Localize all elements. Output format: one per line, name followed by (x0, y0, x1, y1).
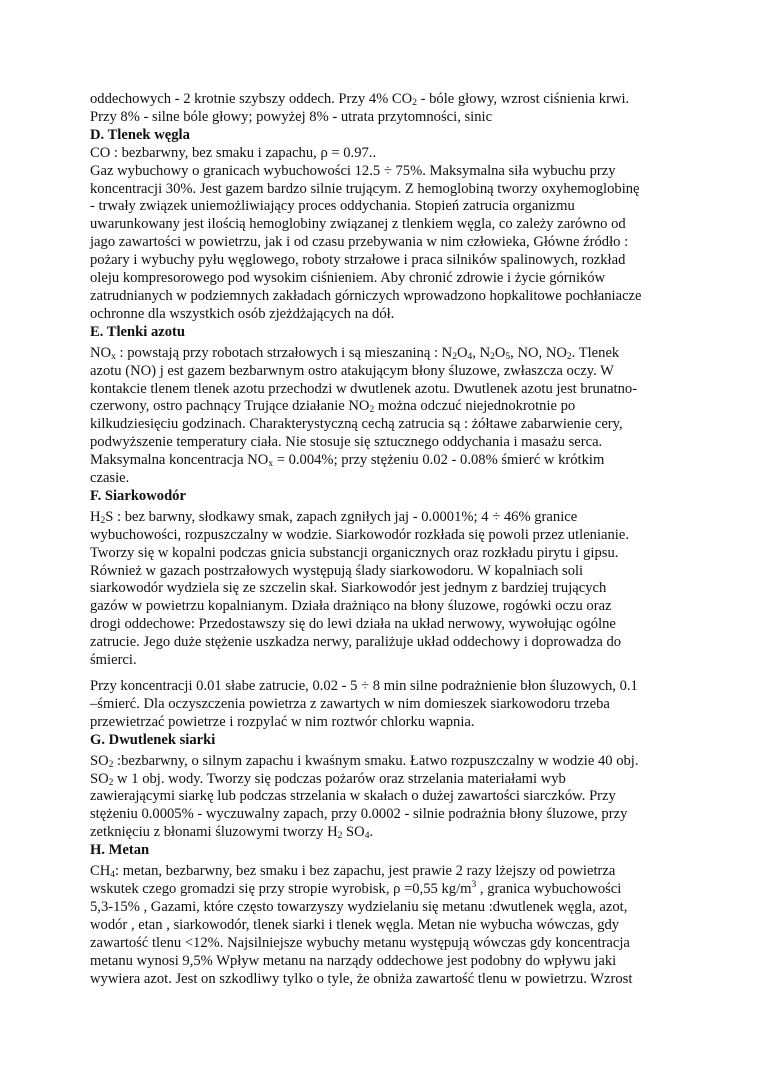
section-heading-e: E. Tlenki azotu (90, 323, 186, 340)
intro-line-2: Przy 8% - silne bóle głowy; powyżej 8% - utrata przytomności, sinic (90, 108, 493, 125)
intro-line-1: oddechowych - 2 krotnie szybszy oddech. Przy 4% $CO_2$ - bóle głowy, wzrost ciśnienia krwi. (90, 91, 630, 108)
text-line: ochronne dla wszystkich osób zjeżdżających na dół. (90, 305, 395, 322)
text-line: gazów w powietrzu kopalnianym. Działa drażniąco na błony śluzowe, rogówki oczu oraz (90, 598, 612, 615)
text-line: drogi oddechowe: Przedostawszy się do lewi działa na układ nerwowy, wywołując ogólne (90, 616, 616, 633)
text-line: kontakcie tlenem tlenek azotu przechodzi w dwutlenek azotu. Dwutlenek azotu jest brunatno- (90, 380, 638, 397)
text-line: Gaz wybuchowy o granicach wybuchowości 12.5 ÷ 75%. Maksymalna siła wybuchu przy (90, 162, 616, 179)
text-line: Maksymalna koncentracja $NO_x = 0.004\%$; przy stężeniu 0.02 - 0.08% śmierć w krótkim (90, 452, 605, 470)
text-line: podwyższenie temperatury ciała. Nie stosuje się sztucznego oddychania i masażu serca. (90, 434, 603, 451)
text-line: jago zawartości w powietrzu, jak i od czasu przebywania w nim człowieka, Główne źródło : (90, 234, 629, 251)
text-line: czerwony, ostro pachnący Trujące działanie $NO_2$ można odczuć niejednokrotnie po (90, 398, 576, 416)
section-heading-d: D. Tlenek węgla (90, 126, 190, 143)
text-line: azotu (NO) j est gazem bezbarwnym ostro atakującym błony śluzowe, zwłaszcza oczy. W (90, 362, 614, 379)
text-line: $SO_2$ w 1 obj. wody. Tworzy się podczas pożarów oraz strzelania materiałami wyb (90, 770, 566, 788)
text-line: stężeniu 0.0005% - wyczuwalny zapach, przy 0.0002 - silnie podrażnia błony śluzowe, przy (90, 806, 628, 823)
text-line: kilkudziesięciu godzinach. Charakterystyczną cechą zatrucia są : żółtawe zabarwienie cery, (90, 416, 623, 433)
text-line: CO : bezbarwny, bez smaku i zapachu, ρ = 0.97.. (90, 144, 377, 161)
text-line: –śmierć. Dla oczyszczenia powietrza z zawartych w nim domieszek siarkowodoru trzeba (90, 695, 610, 712)
text-line: 5,3-15% , Gazami, które często towarzyszy wydzielaniu się metanu :dwutlenek węgla, azot, (90, 898, 628, 915)
text-line: koncentracji 30%. Jest gazem bardzo silnie trującym. Z hemoglobiną tworzy oxyhemoglobinę (90, 180, 640, 197)
section-heading-h: H. Metan (90, 842, 150, 859)
text-line: $SO_2$ :bezbarwny, o silnym zapachu i kwaśnym smaku. Łatwo rozpuszczalny w wodzie 40 obj. (90, 752, 639, 770)
text-line: $CH_4$: metan, bezbarwny, bez smaku i bez zapachu, jest prawie 2 razy lżejszy od powietrza (90, 863, 616, 881)
text-line: przewietrzać powietrze i rozpylać w nim roztwór chlorku wapnia. (90, 713, 475, 730)
text-line: Tworzy się w kopalni podczas gnicia substancji organicznych oraz rozkładu pirytu i gipsu. (90, 544, 619, 561)
text-line: wybuchowości, rozpuszczalny w wodzie. Siarkowodór rozkłada się powoli przez utlenianie. (90, 526, 629, 543)
text-line: Przy koncentracji 0.01 słabe zatrucie, 0.02 - 5 ÷ 8 min silne podrażnienie błon śluzowych, 0.1 (90, 678, 638, 694)
text-line: wywiera azot. Jest on szkodliwy tylko o tyle, że obniża zawartość tlenu w powietrzu. Wzrost (90, 970, 633, 987)
text-line: czasie. (90, 470, 130, 487)
text-line: zatrudnianych w podziemnych zakładach górniczych wprowadzono hopkalitowe pochłaniacze (90, 287, 642, 304)
text-line: oleju kompresorowego pod wysokim ciśnieniem. Aby chronić zdrowie i życie górników (90, 270, 606, 287)
text-line: wskutek czego gromadzi się przy stropie wyrobisk, ρ =0,55 $kg/m^3$ , granica wybuchowości (90, 879, 622, 897)
text-line: zawierającymi siarkę lub podczas strzelania w skałach o dużej zawartości siarczków. Przy (90, 788, 616, 805)
text-line: uwarunkowany jest ilością hemoglobiny związanej z tlenkiem węgla, co zależy zarówno od (90, 216, 626, 233)
section-heading-g: G. Dwutlenek siarki (90, 731, 216, 748)
text-line: zawartość tlenu <12%. Najsilniejsze wybuchy metanu występują wówczas gdy koncentracja (90, 934, 630, 951)
text-line: śmierci. (90, 652, 137, 669)
text-line: Również w gazach postrzałowych występują ślady siarkowodoru. W kopalniach soli (90, 562, 584, 579)
text-line: $NO_x$ : powstają przy robotach strzałowych i są mieszaniną : $N_2O_4$, $N_2O_5$, NO, $NO_2$. Tlenek (90, 344, 620, 362)
text-line: - trwały związek uniemożliwiający proces oddychania. Stopień zatrucia organizmu (90, 198, 575, 215)
text-line: zatrucie. Jego duże stężenie uszkadza nerwy, paraliżuje układ oddechowy i doprowadza do (90, 634, 622, 651)
text-line: siarkowodór wydziela się ze szczelin skał. Siarkowodór jest jednym z bardziej trujących (90, 580, 607, 597)
text-line: zetknięciu z błonami śluzowymi tworzy $H_2$ $SO_4$. (90, 824, 374, 842)
section-heading-f: F. Siarkowodór (90, 487, 186, 504)
text-line: pożary i wybuchy pyłu węglowego, roboty strzałowe i praca silników spalinowych, rozkład (90, 252, 626, 269)
text-line: wodór , etan , siarkowodór, tlenek siarki i tlenek węgla. Metan nie wybucha wówczas, gdy (90, 916, 620, 933)
text-line: $H_2S$ : bez barwny, słodkawy smak, zapach zgniłych jaj - 0.0001%; 4 ÷ 46% granice (90, 508, 578, 526)
text-line: metanu wynosi 9,5% Wpływ metanu na narządy oddechowe jest podobny do wpływu jaki (90, 952, 617, 969)
